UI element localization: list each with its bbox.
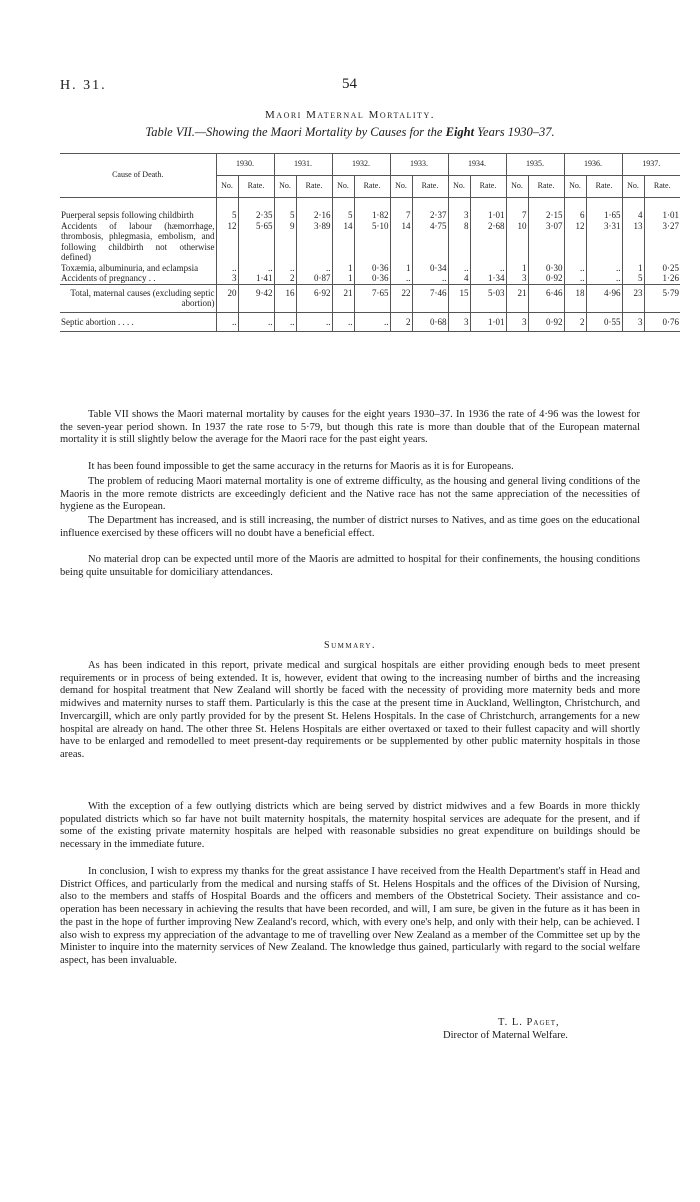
rate-cell: 4·96 — [586, 284, 622, 312]
rate-cell: 1·01 — [470, 312, 506, 332]
count-cell: 9 — [274, 221, 296, 263]
rate-cell: 3·07 — [528, 221, 564, 263]
rate-cell: 9·42 — [238, 284, 274, 312]
cause-cell: Accidents of pregnancy . . — [61, 273, 156, 283]
no-header: No. — [332, 176, 354, 198]
signature-title: Director of Maternal Welfare. — [443, 1030, 568, 1041]
cause-cell: Septic abortion . . . . — [60, 312, 216, 332]
count-cell: 13 — [622, 221, 644, 263]
rate-cell: 5·65 — [238, 221, 274, 263]
count-cell: 4 — [622, 198, 644, 221]
rate-cell: .. — [296, 312, 332, 332]
no-header: No. — [390, 176, 412, 198]
table-row — [60, 263, 680, 274]
table-row — [60, 198, 680, 221]
rate-cell: 1·34 — [470, 273, 506, 284]
rate-cell: 1·01 — [470, 198, 506, 221]
count-cell: 14 — [390, 221, 412, 263]
summary-paragraph — [60, 660, 640, 762]
count-cell: 12 — [216, 221, 238, 263]
year-header: 1933. — [390, 154, 448, 176]
rate-cell: 2·15 — [528, 198, 564, 221]
caption-prefix: Table VII.—Showing the Maori Mortality by Causes for the — [145, 125, 446, 139]
count-cell: 8 — [448, 221, 470, 263]
paragraph-text: With the exception of a few outlying districts which are being served by district midwives and a few Boards in more thickly populated districts which so far have not built maternity hospitals, the maternity hospital services are adequate for the present, and if some of the existing private maternity hospitals are helped with reasonable subsidies no great expenditure on buildings should be necessary in the immediate future. — [60, 801, 640, 851]
rate-cell: .. — [354, 312, 390, 332]
count-cell: 7 — [390, 198, 412, 221]
rate-cell: 0·36 — [354, 263, 390, 274]
caption-suffix: Years 1930–37. — [474, 125, 555, 139]
count-cell: .. — [216, 312, 238, 332]
count-cell: 10 — [506, 221, 528, 263]
paragraph-text: Table VII shows the Maori maternal mortality by causes for the eight years 1930–37. In 1936 the rate of 4·96 was the lowest for the seven-year period shown. In 1937 the rate rose to 5·79, but though this rate is more than double that of the European maternal mortality it is still slightly below the average for the Maori race for the past eight years. — [60, 409, 640, 446]
rate-cell: 1·65 — [586, 198, 622, 221]
summary-paragraph — [60, 866, 640, 968]
no-header: No. — [216, 176, 238, 198]
body-paragraph — [60, 476, 640, 514]
rate-cell: 0·76 — [644, 312, 680, 332]
rate-cell: 2·37 — [412, 198, 448, 221]
no-header: No. — [448, 176, 470, 198]
count-cell: 6 — [564, 198, 586, 221]
cause-column-header: Cause of Death. — [60, 154, 216, 198]
count-cell: 16 — [274, 284, 296, 312]
count-cell: 2 — [274, 273, 296, 284]
rate-cell: 1·01 — [644, 198, 680, 221]
paragraph-text: As has been indicated in this report, private medical and surgical hospitals are either providing enough beds to meet present requirements or in process of being extended. It is, however, evident that owing to the increasing number of births and the increasing demand for hospital treatment that New Zealand will shortly be faced with the necessity of providing more maternity beds and more midwives and maternity nurses to staff them. Particularly is this the case at the present time in Auckland, Wellington, Christchurch, and Invercargill, which are only partly provided for by the present St. Helens Hospitals. In the case of Christchurch, arrangements for a new hospital are already on hand. The other three St. Helens Hospitals are either overtaxed or taxed to their fullest capacity and will shortly have to be enlarged and remodelled to meet present-day requirements or be supplemented by other public maternity hospitals in those areas. — [60, 660, 640, 760]
count-cell: 4 — [448, 273, 470, 284]
summary-heading: Summary. — [324, 640, 376, 651]
count-cell: 1 — [332, 263, 354, 274]
rate-cell: 3·27 — [644, 221, 680, 263]
rate-cell: 6·46 — [528, 284, 564, 312]
rate-cell: 7·46 — [412, 284, 448, 312]
rate-cell: 2·16 — [296, 198, 332, 221]
rate-cell: 0·25 — [644, 263, 680, 274]
rate-cell: 0·55 — [586, 312, 622, 332]
count-cell: 12 — [564, 221, 586, 263]
rate-cell: 1·26 — [644, 273, 680, 284]
rate-cell: 2·35 — [238, 198, 274, 221]
paragraph-text: The problem of reducing Maori maternal mortality is one of extreme difficulty, as the housing and general living conditions of the Maoris in the more remote districts are exceedingly deficient and the Native race has not the same appreciation of the necessities of hygiene as the European. — [60, 476, 640, 513]
count-cell: 22 — [390, 284, 412, 312]
count-cell: 5 — [332, 198, 354, 221]
rate-cell: 0·36 — [354, 273, 390, 284]
no-header: No. — [622, 176, 644, 198]
year-header-row — [60, 154, 680, 176]
year-header: 1931. — [274, 154, 332, 176]
no-header: No. — [564, 176, 586, 198]
paragraph-text: In conclusion, I wish to express my thanks for the great assistance I have received from the Health Department's staff in Head and District Offices, and particularly from the medical and nursing staffs of St. Helens Hospitals and the offices of the Division of Nursing, also to the members and staffs of Hospital Boards and the officers and members of the Obstetrical Society. Their assistance and co-operation has been necessary in achieving the results that have been recorded, and will, I am sure, be given in the future as it has been in the past in the hope of further improving New Zealand's record, which, with every one's help, and only with their help, can be achieved. I also wish to express my appreciation of the advantage to me of travelling over New Zealand as a member of the Committee set up by the Minister to inquire into the maternity services of New Zealand. The knowledge thus gained, particularly with regard to the social welfare aspect, has been invaluable. — [60, 866, 640, 966]
rate-cell: .. — [470, 263, 506, 274]
body-paragraph — [60, 461, 640, 474]
count-cell: 20 — [216, 284, 238, 312]
count-cell: 14 — [332, 221, 354, 263]
section-title: Maori Maternal Mortality. — [265, 109, 435, 121]
count-cell: .. — [274, 263, 296, 274]
report-reference: H. 31. — [60, 78, 107, 93]
rate-cell: 5·10 — [354, 221, 390, 263]
cause-cell: Puerperal sepsis following childbirth — [61, 210, 194, 220]
rate-header: Rate. — [470, 176, 506, 198]
rate-cell: 1·82 — [354, 198, 390, 221]
count-cell: 21 — [332, 284, 354, 312]
count-cell: 3 — [448, 198, 470, 221]
no-header: No. — [274, 176, 296, 198]
count-cell: 5 — [622, 273, 644, 284]
septic-row — [60, 312, 680, 332]
count-cell: 5 — [274, 198, 296, 221]
year-header: 1932. — [332, 154, 390, 176]
rate-cell: 5·79 — [644, 284, 680, 312]
rate-cell: 4·75 — [412, 221, 448, 263]
count-cell: 3 — [216, 273, 238, 284]
no-header: No. — [506, 176, 528, 198]
signature-name: T. L. Paget, — [498, 1017, 560, 1028]
body-paragraph — [60, 515, 640, 540]
rate-cell: 2·68 — [470, 221, 506, 263]
rate-cell: .. — [296, 263, 332, 274]
count-cell: 3 — [622, 312, 644, 332]
table-caption — [0, 125, 700, 140]
count-cell: .. — [564, 263, 586, 274]
table-row — [60, 221, 680, 263]
rate-cell: .. — [238, 312, 274, 332]
year-header: 1930. — [216, 154, 274, 176]
count-cell: 1 — [332, 273, 354, 284]
year-header: 1934. — [448, 154, 506, 176]
summary-paragraph — [60, 801, 640, 852]
count-cell: .. — [564, 273, 586, 284]
rate-header: Rate. — [586, 176, 622, 198]
count-cell: 2 — [564, 312, 586, 332]
paragraph-text: No material drop can be expected until more of the Maoris are admitted to hospital for their confinements, the housing conditions being quite unsuitable for domiciliary attendances. — [60, 554, 640, 578]
rate-cell: 3·89 — [296, 221, 332, 263]
count-cell: 2 — [390, 312, 412, 332]
rate-cell: 0·87 — [296, 273, 332, 284]
rate-cell: 0·92 — [528, 273, 564, 284]
count-cell: 3 — [506, 312, 528, 332]
rate-cell: 0·34 — [412, 263, 448, 274]
rate-cell: 5·03 — [470, 284, 506, 312]
rate-header: Rate. — [296, 176, 332, 198]
year-header: 1935. — [506, 154, 564, 176]
rate-cell: .. — [586, 273, 622, 284]
rate-cell: .. — [412, 273, 448, 284]
page-number: 54 — [342, 76, 357, 92]
total-row — [60, 284, 680, 312]
count-cell: 7 — [506, 198, 528, 221]
year-header: 1937. — [622, 154, 680, 176]
count-cell: 21 — [506, 284, 528, 312]
rate-header: Rate. — [528, 176, 564, 198]
rate-header: Rate. — [238, 176, 274, 198]
count-cell: 15 — [448, 284, 470, 312]
count-cell: 3 — [448, 312, 470, 332]
table-row — [60, 273, 680, 284]
count-cell: 18 — [564, 284, 586, 312]
rate-header: Rate. — [354, 176, 390, 198]
mortality-table — [60, 153, 680, 332]
count-cell: .. — [332, 312, 354, 332]
body-paragraph — [60, 409, 640, 447]
rate-cell: 0·30 — [528, 263, 564, 274]
paragraph-text: The Department has increased, and is still increasing, the number of district nurses to Natives, and as time goes on the educational influence exercised by these officers will no doubt have a beneficial effect. — [60, 515, 640, 539]
count-cell: 1 — [390, 263, 412, 274]
caption-bold: Eight — [445, 125, 475, 139]
rate-cell: 0·92 — [528, 312, 564, 332]
count-cell: 3 — [506, 273, 528, 284]
count-cell: 1 — [622, 263, 644, 274]
count-cell: .. — [274, 312, 296, 332]
rate-header: Rate. — [412, 176, 448, 198]
rate-cell: .. — [238, 263, 274, 274]
count-cell: 1 — [506, 263, 528, 274]
cause-cell: Total, maternal causes (excluding septic abortion) — [60, 284, 216, 312]
paragraph-text: It has been found impossible to get the same accuracy in the returns for Maoris as it is for Europeans. — [88, 461, 514, 472]
rate-cell: 1·41 — [238, 273, 274, 284]
cause-cell: Accidents of labour (hæmorrhage, thrombosis, phlegmasia, embolism, and following childbirth not otherwise defined) — [61, 220, 215, 262]
cause-cell: Toxæmia, albuminuria, and eclampsia — [61, 262, 199, 273]
body-paragraph — [60, 554, 640, 579]
count-cell: 23 — [622, 284, 644, 312]
rate-cell: 6·92 — [296, 284, 332, 312]
rate-cell: 3·31 — [586, 221, 622, 263]
rate-header: Rate. — [644, 176, 680, 198]
count-cell: 5 — [216, 198, 238, 221]
rate-cell: 0·68 — [412, 312, 448, 332]
count-cell: .. — [448, 263, 470, 274]
count-cell: .. — [390, 273, 412, 284]
year-header: 1936. — [564, 154, 622, 176]
rate-cell: .. — [586, 263, 622, 274]
rate-cell: 7·65 — [354, 284, 390, 312]
count-cell: .. — [216, 263, 238, 274]
